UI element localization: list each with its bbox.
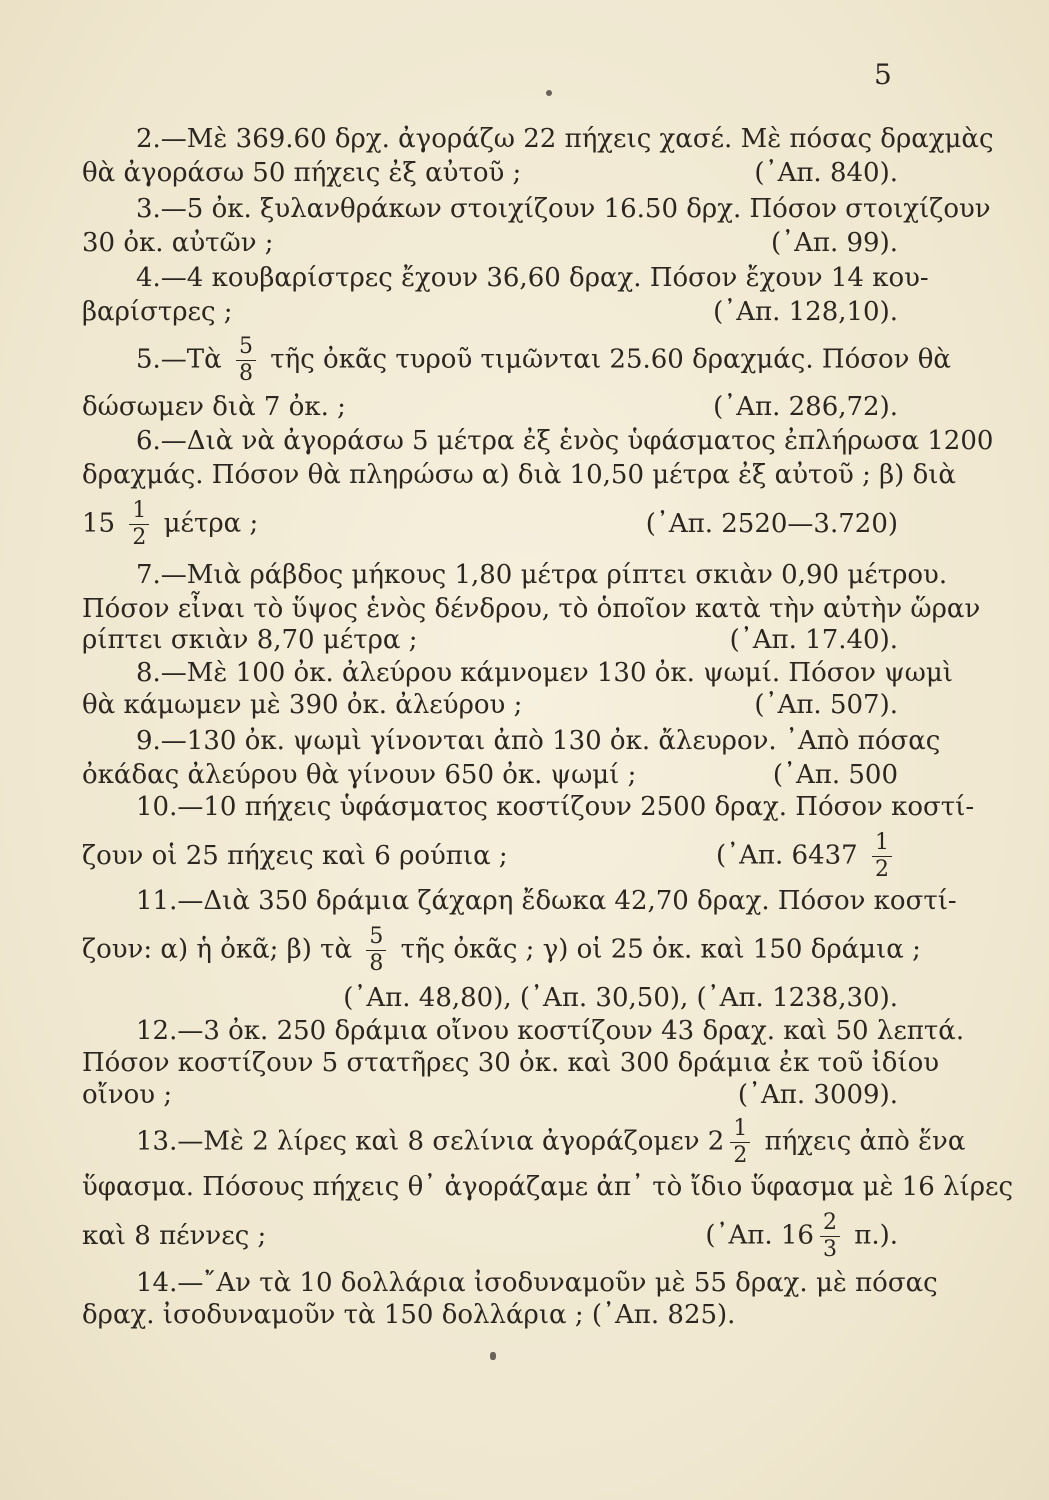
problem-7-line-1: 7.—Μιὰ ράβδος μήκους 1,80 μέτρα ρίπτει σκιὰν 0,90 μέτρου. bbox=[136, 560, 948, 590]
problem-10-line-2: ζουν οἱ 25 πήχεις καὶ 6 ρούπια ; (᾽Απ. 6437 $\frac{1}{2}$ bbox=[82, 832, 898, 881]
problem-3-line-2: 30 ὀκ. αὐτῶν ; (᾽Απ. 99). bbox=[82, 228, 898, 258]
answer: (᾽Απ. 17.40). bbox=[729, 625, 898, 655]
answer: (᾽Απ. 500 bbox=[772, 760, 898, 790]
fraction: $\frac{1}{2}$ bbox=[872, 832, 892, 881]
answer: (᾽Απ. 6437 $\frac{1}{2}$ bbox=[698, 832, 898, 881]
problem-14-line-1: 14.—῎Αν τὰ 10 δολλάρια ἰσοδυναμοῦν μὲ 55 δραχ. μὲ πόσας bbox=[136, 1268, 938, 1298]
ink-speck bbox=[490, 1352, 496, 1360]
answer: (᾽Απ. 2520—3.720) bbox=[645, 508, 898, 539]
answer: (᾽Απ. 128,10). bbox=[713, 297, 898, 327]
fraction: $\frac{2}{3}$ bbox=[820, 1212, 840, 1261]
answer: (᾽Απ. 99). bbox=[770, 228, 898, 258]
problem-11-line-2: ζουν: α) ἡ ὀκᾶ; β) τὰ $\frac{5}{8}$ τῆς ὀκᾶς ; γ) οἱ 25 ὀκ. καὶ 150 δράμια ; bbox=[82, 924, 921, 976]
problem-2-line-1: 2.—Μὲ 369.60 δρχ. ἀγοράζω 22 πήχεις χασέ. Μὲ πόσας δραχμὰς bbox=[136, 124, 994, 154]
problem-12-line-3: οἴνου ; (᾽Απ. 3009). bbox=[82, 1080, 898, 1110]
problem-9-line-2: ὀκάδας ἀλεύρου θὰ γίνουν 650 ὀκ. ψωμί ; (᾽Απ. 500 bbox=[82, 760, 898, 790]
problem-13-line-3: καὶ 8 πέννες ; (᾽Απ. 16 $\frac{2}{3}$ π.). bbox=[82, 1210, 898, 1262]
problem-9-line-1: 9.—130 ὀκ. ψωμὶ γίνονται ἀπὸ 130 ὀκ. ἄλευρον. ᾽Απὸ πόσας bbox=[136, 726, 941, 756]
problem-8-line-2: θὰ κάμωμεν μὲ 390 ὀκ. ἀλεύρου ; (᾽Απ. 507). bbox=[82, 690, 898, 720]
problem-10-line-1: 10.—10 πήχεις ὑφάσματος κοστίζουν 2500 δραχ. Πόσον κοστί- bbox=[136, 792, 975, 822]
fraction: $\frac{5}{8}$ bbox=[366, 926, 386, 975]
problem-8-line-1: 8.—Μὲ 100 ὀκ. ἀλεύρου κάμνομεν 130 ὀκ. ψωμί. Πόσον ψωμὶ bbox=[136, 658, 953, 688]
problem-11-answers: (᾽Απ. 48,80), (᾽Απ. 30,50), (᾽Απ. 1238,30). bbox=[343, 983, 898, 1013]
problem-4-line-1: 4.—4 κουβαρίστρες ἔχουν 36,60 δραχ. Πόσον ἔχουν 14 κου- bbox=[136, 263, 929, 293]
page-number: 5 bbox=[874, 58, 892, 91]
problem-7-line-3: ρίπτει σκιὰν 8,70 μέτρα ; (᾽Απ. 17.40). bbox=[82, 625, 898, 655]
problem-6-line-1: 6.—Διὰ νὰ ἀγοράσω 5 μέτρα ἐξ ἑνὸς ὑφάσματος ἐπλήρωσα 1200 bbox=[136, 426, 994, 456]
problem-6-line-3: 15 $\frac{1}{2}$ μέτρα ; (᾽Απ. 2520—3.720) bbox=[82, 498, 898, 550]
answer: (᾽Απ. 286,72). bbox=[713, 392, 898, 422]
answer: (᾽Απ. 3009). bbox=[737, 1080, 898, 1110]
answer: (᾽Απ. 16 $\frac{2}{3}$ π.). bbox=[705, 1210, 898, 1262]
fraction: $\frac{5}{8}$ bbox=[236, 336, 256, 385]
problem-5-line-2: δώσωμεν διὰ 7 ὀκ. ; (᾽Απ. 286,72). bbox=[82, 392, 898, 422]
problem-14-line-2: δραχ. ἰσοδυναμοῦν τὰ 150 δολλάρια ; (᾽Απ. 825). bbox=[82, 1300, 736, 1330]
problem-2-line-2: θὰ ἀγοράσω 50 πήχεις ἐξ αὐτοῦ ; (᾽Απ. 840). bbox=[82, 158, 898, 188]
problem-12-line-1: 12.—3 ὀκ. 250 δράμια οἴνου κοστίζουν 43 δραχ. καὶ 50 λεπτά. bbox=[136, 1016, 965, 1046]
ink-speck bbox=[546, 90, 552, 96]
problem-13-line-1: 13.—Μὲ 2 λίρες καὶ 8 σελίνια ἀγοράζομεν 2 $\frac{1}{2}$ πήχεις ἀπὸ ἕνα bbox=[136, 1116, 966, 1168]
answer: (᾽Απ. 840). bbox=[754, 158, 898, 188]
problem-12-line-2: Πόσον κοστίζουν 5 στατῆρες 30 ὀκ. καὶ 300 δράμια ἐκ τοῦ ἰδίου bbox=[82, 1048, 940, 1078]
fraction: $\frac{1}{2}$ bbox=[129, 500, 149, 549]
problem-7-line-2: Πόσον εἶναι τὸ ὕψος ἑνὸς δένδρου, τὸ ὁποῖον κατὰ τὴν αὐτὴν ὥραν bbox=[82, 594, 981, 624]
problem-4-line-2: βαρίστρες ; (᾽Απ. 128,10). bbox=[82, 297, 898, 327]
problem-13-line-2: ὕφασμα. Πόσους πήχεις θ᾽ ἀγοράζαμε ἀπ᾽ τὸ ἴδιο ὕφασμα μὲ 16 λίρες bbox=[82, 1172, 1014, 1202]
problem-5-line-1: 5.—Τὰ $\frac{5}{8}$ τῆς ὀκᾶς τυροῦ τιμῶνται 25.60 δραχμάς. Πόσον θὰ bbox=[136, 334, 951, 386]
problem-3-line-1: 3.—5 ὀκ. ξυλανθράκων στοιχίζουν 16.50 δρχ. Πόσον στοιχίζουν bbox=[136, 194, 991, 224]
problem-6-line-2: δραχμάς. Πόσον θὰ πληρώσω α) διὰ 10,50 μέτρα ἐξ αὐτοῦ ; β) διὰ bbox=[82, 460, 956, 490]
fraction: $\frac{1}{2}$ bbox=[730, 1118, 750, 1167]
problem-11-line-1: 11.—Διὰ 350 δράμια ζάχαρη ἔδωκα 42,70 δραχ. Πόσον κοστί- bbox=[136, 886, 957, 916]
answer: (᾽Απ. 507). bbox=[754, 690, 898, 720]
